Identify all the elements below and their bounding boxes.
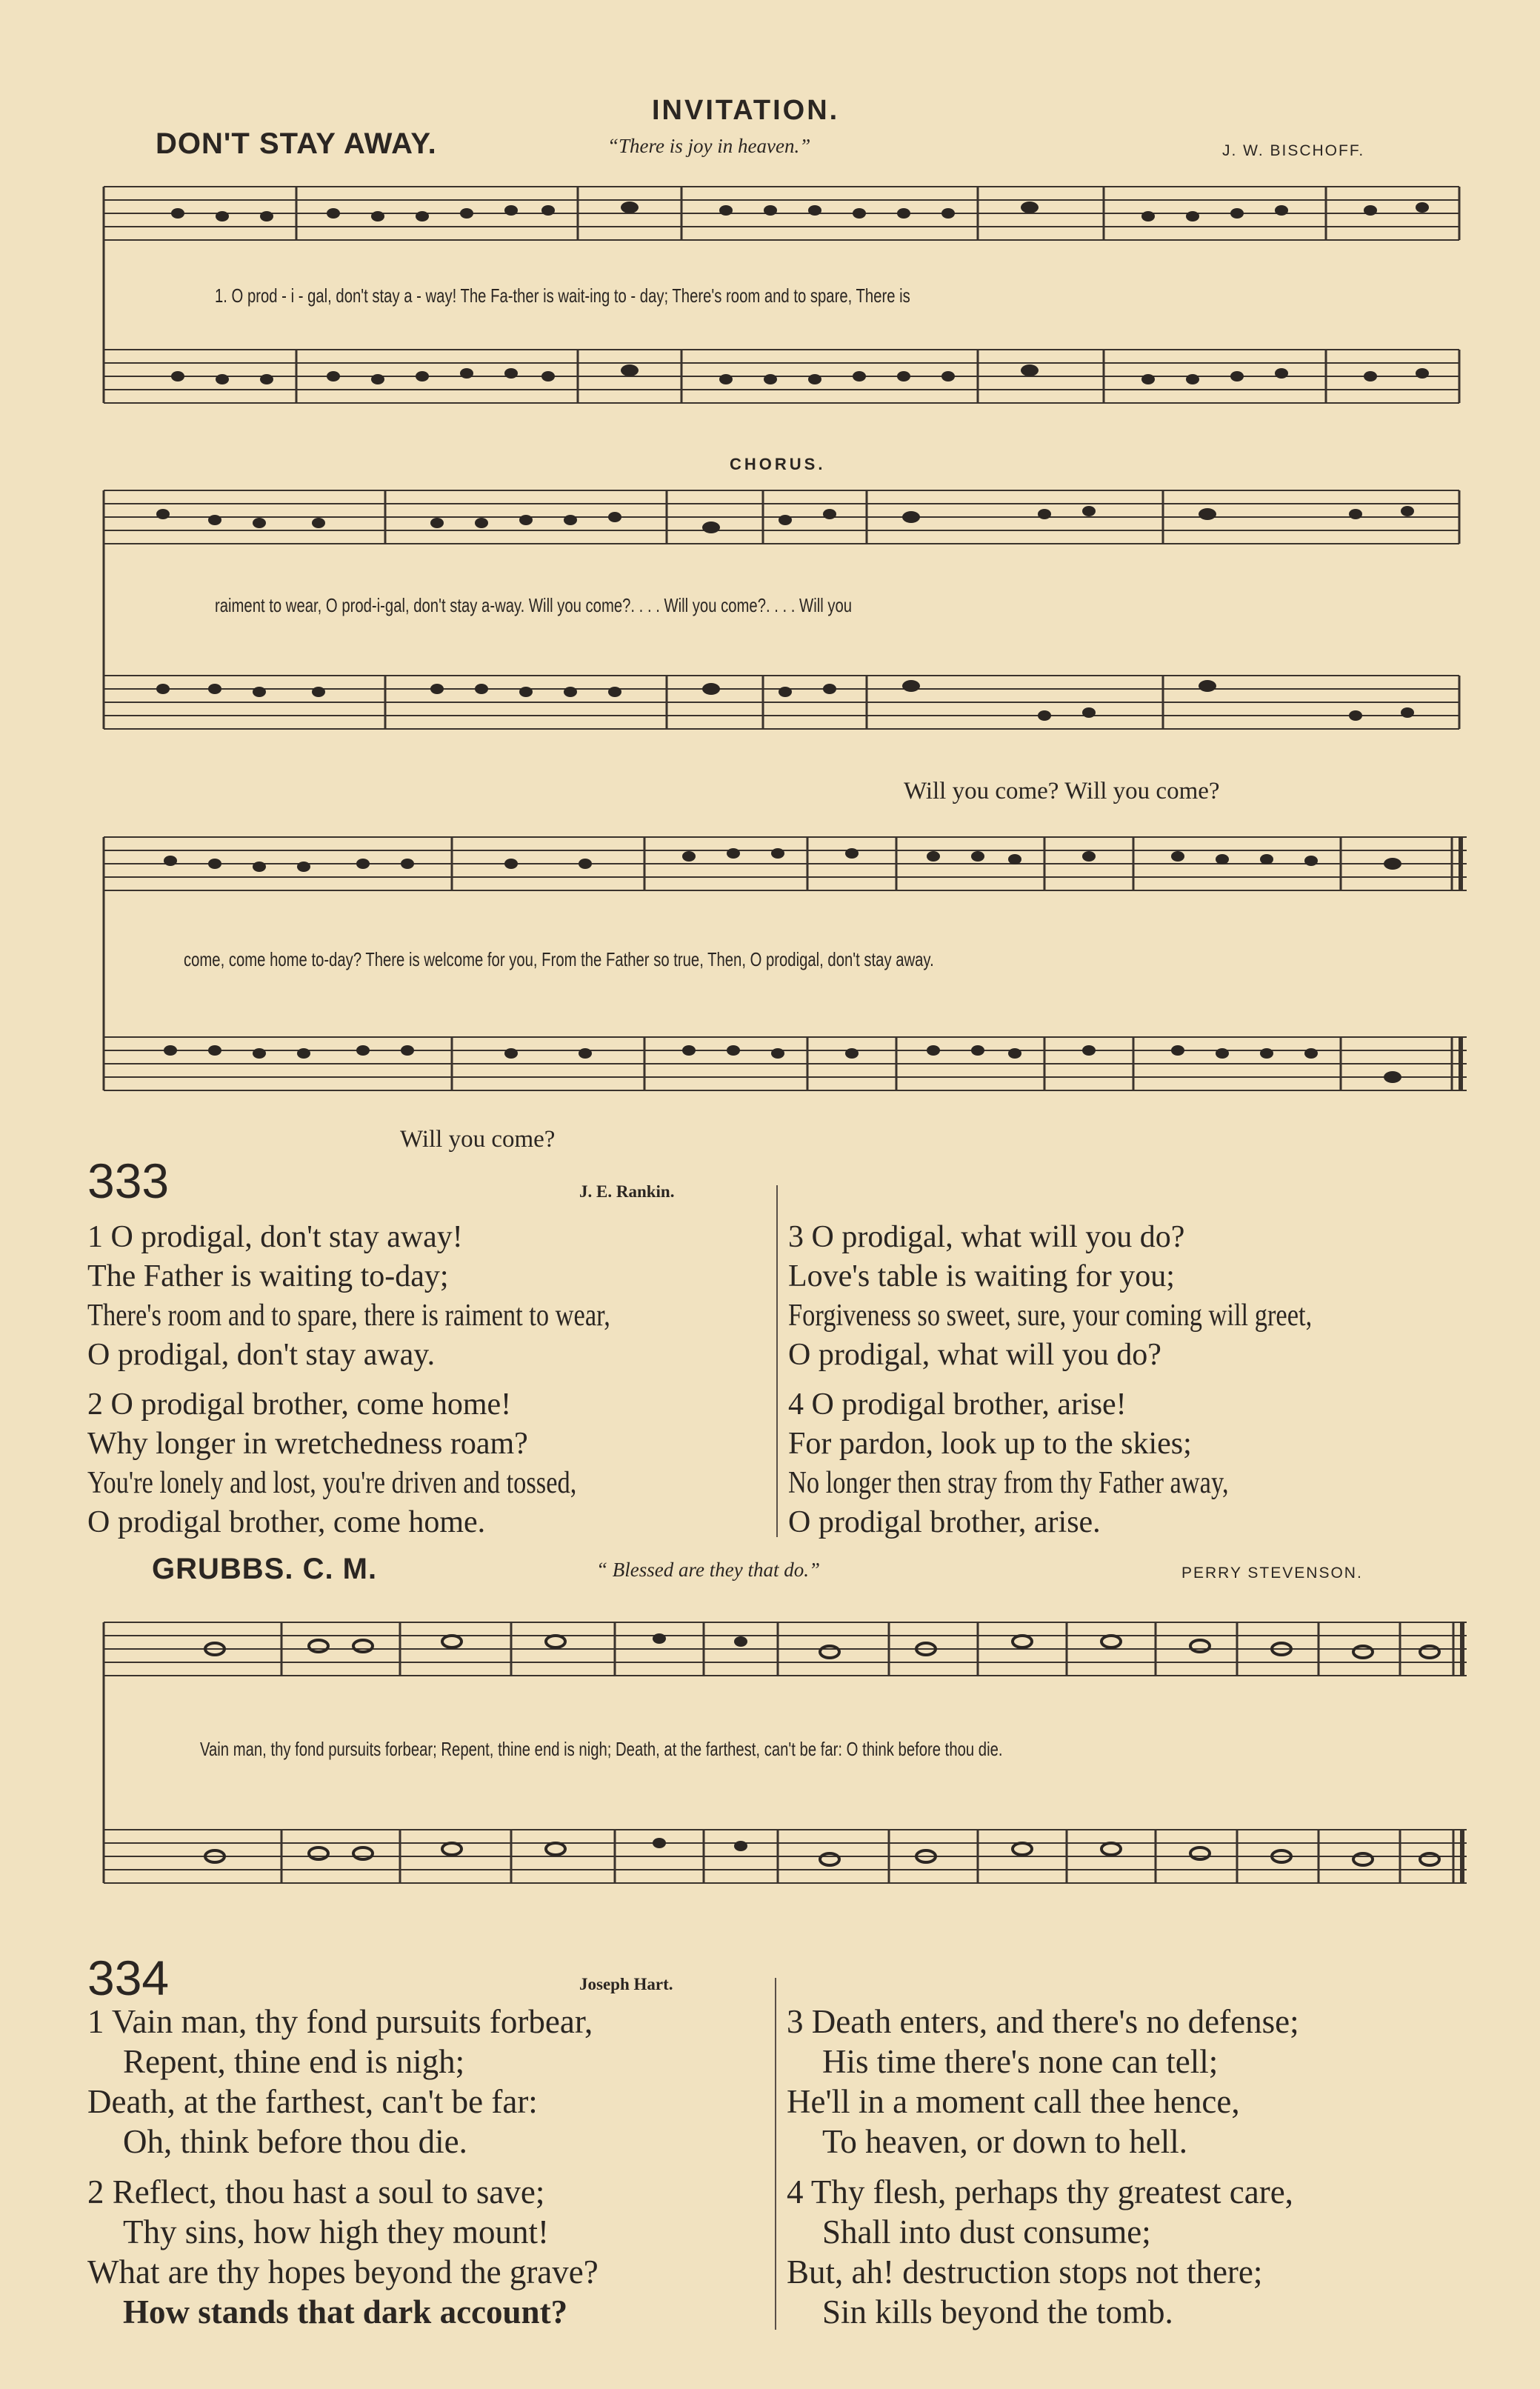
hymn-333-left-column	[87, 1218, 725, 1553]
stanza-2: 2 Reflect, thou hast a soul to save; Thy sins, how high they mount! What are thy hopes beyond the grave? How stands that dark account?	[87, 2173, 599, 2330]
music-lyric-line-3: come, come home to-day? There is welcome for you, From the Father so true, Then, O prodigal, don't stay away.	[184, 948, 934, 970]
stanza-4: 4 Thy flesh, perhaps thy greatest care, Shall into dust consume; But, ah! destruction stops not there; Sin kills beyond the tomb.	[787, 2173, 1293, 2330]
hymn-author-333: J. E. Rankin.	[579, 1182, 675, 1201]
cue-below-system-3: Will you come?	[400, 1126, 556, 1153]
stanza-1: 1 Vain man, thy fond pursuits forbear, Repent, thine end is nigh; Death, at the farthest, can't be far: Oh, think before thou die.	[87, 2003, 593, 2160]
tune-composer: J. W. BISCHOFF.	[1222, 142, 1365, 159]
section-title: INVITATION.	[652, 95, 840, 126]
tune-epigraph-grubbs: “ Blessed are they that do.”	[596, 1559, 820, 1581]
tune-epigraph: “There is joy in heaven.”	[607, 135, 811, 157]
hymn-number-333: 333	[87, 1153, 170, 1208]
hymn-333-right-column	[788, 1218, 1427, 1553]
hymn-author-334: Joseph Hart.	[579, 1975, 673, 1993]
music-lyric-line-2: raiment to wear, O prod-i-gal, don't stay a-way. Will you come?. . . . Will you come?. . . . Will you	[215, 594, 853, 616]
tune-composer-grubbs: PERRY STEVENSON.	[1181, 1565, 1363, 1582]
stanza-3: 3 O prodigal, what will you do? Love's table is waiting for you; Forgiveness so sweet, sure, your coming will greet, O prodigal, what will you do?	[788, 1220, 1313, 1372]
music-staff-system-1	[96, 172, 1467, 468]
stanza-3: 3 Death enters, and there's no defense; His time there's none can tell; He'll in a moment call thee hence, To heaven, or down to hell.	[787, 2003, 1299, 2160]
stanza-2: 2 O prodigal brother, come home! Why longer in wretchedness roam? You're lonely and lost, you're driven and tossed, O prodigal brother, come home.	[87, 1387, 577, 1539]
stanza-4: 4 O prodigal brother, arise! For pardon, look up to the skies; No longer then stray from thy Father away, O prodigal brother, arise.	[788, 1387, 1229, 1539]
tune-title-dont-stay-away: DON'T STAY AWAY.	[156, 127, 437, 160]
hymn-334-left-column	[87, 2002, 599, 2342]
hymn-334-right-column	[787, 2002, 1299, 2342]
column-divider-334	[775, 1978, 776, 2330]
tune-title-grubbs: GRUBBS. C. M.	[152, 1553, 378, 1585]
chorus-label: CHORUS.	[730, 455, 826, 473]
hymn-number-334: 334	[87, 1950, 170, 2005]
stanza-1: 1 O prodigal, don't stay away! The Father is waiting to-day; There's room and to spare, there is raiment to wear, O prodigal, don't stay away.	[87, 1220, 610, 1372]
cue-above-system-3: Will you come? Will you come?	[904, 778, 1220, 804]
column-divider-333	[776, 1185, 778, 1537]
music-lyric-line-1: 1. O prod - i - gal, don't stay a - way! The Fa-ther is wait-ing to - day; There's room and to spare, There is	[215, 284, 910, 307]
music-lyric-grubbs: Vain man, thy fond pursuits forbear; Repent, thine end is nigh; Death, at the farthest, can't be far: O think before thou die.	[200, 1738, 1003, 1760]
